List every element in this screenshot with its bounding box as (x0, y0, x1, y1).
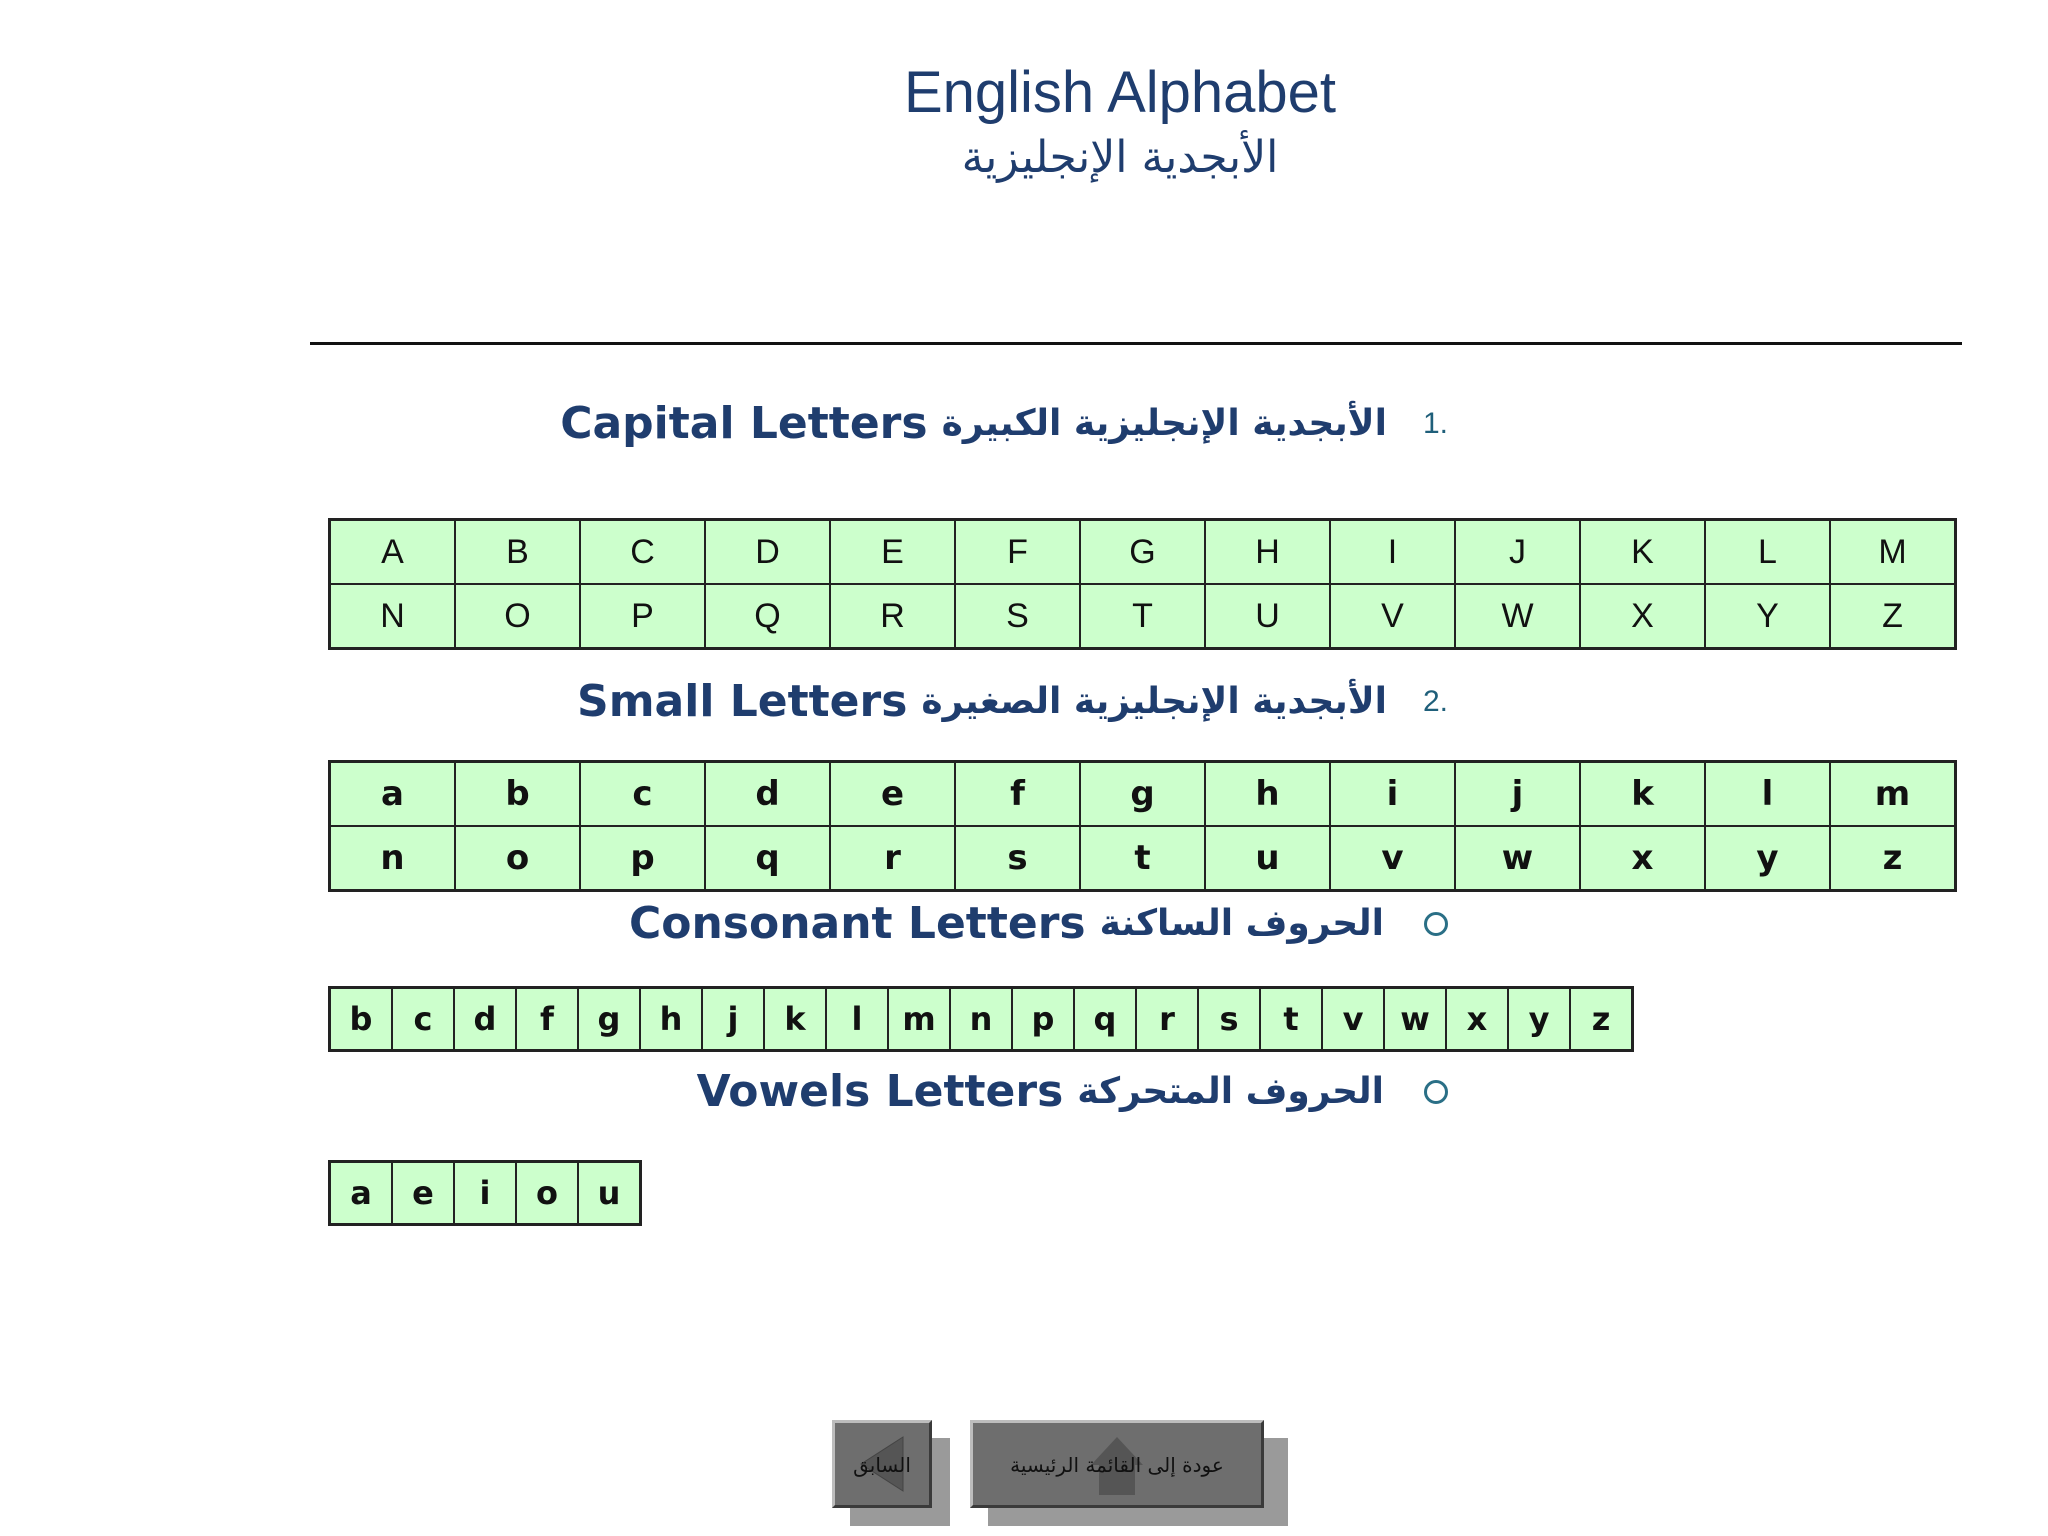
letter-cell: z (1570, 988, 1633, 1051)
vowels-heading (697, 1066, 1448, 1117)
letter-cell: v (1330, 826, 1455, 891)
letter-cell: q (705, 826, 830, 891)
home-button[interactable] (970, 1420, 1290, 1528)
vowels-letters-table (328, 1160, 642, 1226)
letter-cell: S (955, 584, 1080, 649)
letter-cell: I (1330, 520, 1455, 585)
letter-cell: A (330, 520, 456, 585)
letter-cell: y (1705, 826, 1830, 891)
section-number: 2. (1422, 684, 1448, 718)
letter-cell: R (830, 584, 955, 649)
letter-cell: h (1205, 762, 1330, 827)
letter-cell: x (1580, 826, 1705, 891)
letter-cell: j (1455, 762, 1580, 827)
letter-cell: H (1205, 520, 1330, 585)
table-row (330, 988, 1633, 1051)
home-label: عودة إلى القائمة الرئيسية (1010, 1453, 1224, 1477)
heading-english: Small Letters (577, 676, 908, 727)
letter-cell: D (705, 520, 830, 585)
table-row (330, 1162, 641, 1225)
button-face (832, 1420, 932, 1508)
letter-cell: f (516, 988, 578, 1051)
letter-cell: i (454, 1162, 516, 1225)
letter-cell: e (830, 762, 955, 827)
letter-cell: O (455, 584, 580, 649)
letter-cell: p (1012, 988, 1074, 1051)
capital-letters-table (328, 518, 1957, 650)
heading-arabic: الأبجدية الإنجليزية الكبيرة (941, 403, 1387, 444)
letter-cell: J (1455, 520, 1580, 585)
letter-cell: z (1830, 826, 1956, 891)
letter-cell: N (330, 584, 456, 649)
letter-cell: F (955, 520, 1080, 585)
letter-cell: k (1580, 762, 1705, 827)
letter-cell: U (1205, 584, 1330, 649)
previous-label: السابق (853, 1453, 911, 1477)
letter-cell: w (1455, 826, 1580, 891)
heading-english: Consonant Letters (628, 898, 1086, 949)
letter-cell: e (392, 1162, 454, 1225)
letter-cell: o (455, 826, 580, 891)
letter-cell: C (580, 520, 705, 585)
button-face (970, 1420, 1264, 1508)
letter-cell: n (330, 826, 456, 891)
letter-cell: s (955, 826, 1080, 891)
letter-cell: q (1074, 988, 1136, 1051)
letter-cell: p (580, 826, 705, 891)
letter-cell: n (950, 988, 1012, 1051)
table-row (330, 584, 1956, 649)
letter-cell: Z (1830, 584, 1956, 649)
letter-cell: s (1198, 988, 1260, 1051)
letter-cell: c (392, 988, 454, 1051)
letter-cell: w (1384, 988, 1446, 1051)
letter-cell: d (454, 988, 516, 1051)
letter-cell: b (455, 762, 580, 827)
previous-button[interactable] (832, 1420, 952, 1528)
letter-cell: t (1080, 826, 1205, 891)
letter-cell: y (1508, 988, 1570, 1051)
letter-cell: f (955, 762, 1080, 827)
letter-cell: j (702, 988, 764, 1051)
letter-cell: d (705, 762, 830, 827)
letter-cell: l (1705, 762, 1830, 827)
letter-cell: m (888, 988, 950, 1051)
letter-cell: W (1455, 584, 1580, 649)
letter-cell: x (1446, 988, 1508, 1051)
letter-cell: u (1205, 826, 1330, 891)
consonant-letters-table (328, 986, 1634, 1052)
heading-arabic: الحروف المتحركة (1077, 1071, 1384, 1112)
letter-cell: r (1136, 988, 1198, 1051)
bullet-circle-icon (1424, 1080, 1448, 1104)
table-row (330, 520, 1956, 585)
letter-cell: L (1705, 520, 1830, 585)
bullet-circle-icon (1424, 912, 1448, 936)
letter-cell: a (330, 762, 456, 827)
letter-cell: v (1322, 988, 1384, 1051)
letter-cell: G (1080, 520, 1205, 585)
letter-cell: T (1080, 584, 1205, 649)
table-row (330, 762, 1956, 827)
letter-cell: k (764, 988, 826, 1051)
letter-cell: P (580, 584, 705, 649)
letter-cell: V (1330, 584, 1455, 649)
section-number: 1. (1422, 406, 1448, 440)
letter-cell: M (1830, 520, 1956, 585)
letter-cell: r (830, 826, 955, 891)
letter-cell: K (1580, 520, 1705, 585)
divider (310, 342, 1962, 345)
page-title-arabic: الأبجدية الإنجليزية (961, 132, 1279, 183)
letter-cell: b (330, 988, 393, 1051)
page-title: English Alphabet (903, 60, 1337, 125)
capital-heading (560, 398, 1448, 449)
heading-arabic: الأبجدية الإنجليزية الصغيرة (921, 681, 1387, 722)
letter-cell: a (330, 1162, 393, 1225)
letter-cell: c (580, 762, 705, 827)
small-letters-table (328, 760, 1957, 892)
heading-english: Capital Letters (560, 398, 928, 449)
letter-cell: l (826, 988, 888, 1051)
letter-cell: g (578, 988, 640, 1051)
letter-cell: u (578, 1162, 641, 1225)
letter-cell: i (1330, 762, 1455, 827)
letter-cell: X (1580, 584, 1705, 649)
letter-cell: g (1080, 762, 1205, 827)
letter-cell: B (455, 520, 580, 585)
letter-cell: E (830, 520, 955, 585)
letter-cell: h (640, 988, 702, 1051)
small-heading (577, 676, 1448, 727)
consonant-heading (629, 898, 1448, 949)
heading-english: Vowels Letters (696, 1066, 1064, 1117)
table-row (330, 826, 1956, 891)
letter-cell: m (1830, 762, 1956, 827)
letter-cell: Q (705, 584, 830, 649)
letter-cell: o (516, 1162, 578, 1225)
letter-cell: t (1260, 988, 1322, 1051)
heading-arabic: الحروف الساكنة (1099, 903, 1384, 944)
letter-cell: Y (1705, 584, 1830, 649)
